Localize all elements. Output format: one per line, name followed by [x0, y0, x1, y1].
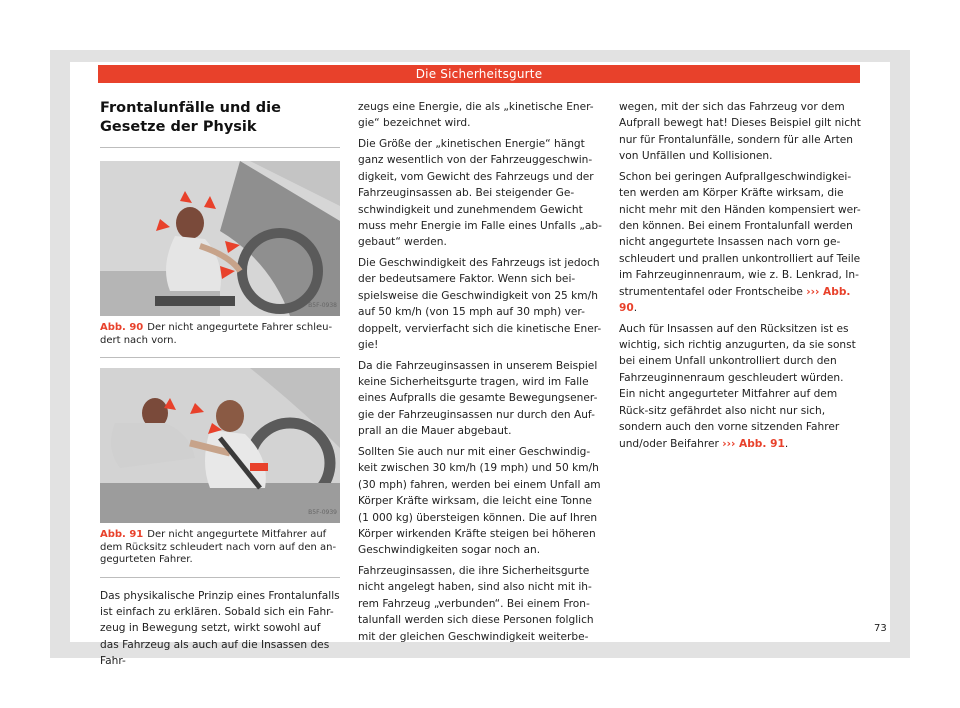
divider	[100, 357, 340, 358]
body-paragraph	[619, 169, 862, 317]
column-middle	[358, 99, 602, 649]
figure-reference-link[interactable]: ››› Abb. 91	[722, 437, 785, 450]
page-number: 73	[874, 623, 887, 634]
figure-reference-link[interactable]: ››› Abb. 90	[619, 285, 851, 315]
section-title: Frontalunfälle und die Gesetze der Physik	[100, 100, 281, 135]
figure-code: B5F-0938	[308, 301, 337, 309]
body-paragraph: Die Geschwindigkeit des Fahrzeugs ist jedoch der bedeutsamere Faktor. Wenn sich bei-spielsweise die Geschwindigkeit von 25 km/h auf 50 km/h (von 15 mph auf 30 mph) ver-doppelt, vervierfacht sich die kinetische Ener-gie!	[358, 257, 602, 352]
figure-label: Abb. 91	[100, 529, 144, 540]
body-paragraph: zeugs eine Energie, die als „kinetische Ener-gie“ bezeichnet wird.	[358, 101, 594, 130]
body-text: Auch für Insassen auf den Rücksitzen ist es wichtig, sich richtig anzugurten, da sie sonst bei einem Unfall unkontrolliert durch den Fahrzeuginnenraum geschleudert würden. Ein nicht angegurteter Mitfahrer auf dem Rück-sitz gefährdet also nicht nur sich, sondern auch den vorne sitzenden Fahrer und/oder Beifahrer	[619, 322, 856, 450]
punctuation: .	[784, 437, 789, 450]
figure-caption-text: Der nicht angegurtete Fahrer schleu-dert nach vorn.	[100, 322, 333, 346]
column-right	[619, 99, 862, 456]
body-paragraph: Da die Fahrzeuginsassen in unserem Beispiel keine Sicherheitsgurte tragen, wird im Falle eines Aufpralls die gesamte Bewegungsener-gie der Fahrzeuginsassen nur durch den Auf-prall an die Mauer abgebaut.	[358, 359, 598, 438]
figure-rear-passenger	[100, 368, 340, 523]
body-paragraph: Fahrzeuginsassen, die ihre Sicherheitsgurte nicht angelegt haben, sind also nicht mit ih-rem Fahrzeug „verbunden“. Bei einem Fron-talunfall werden sich diese Personen folglich mit der gleichen Geschwindigkeit weiterbe-	[358, 564, 594, 643]
car-interior-illustration	[100, 368, 340, 523]
punctuation: .	[633, 302, 638, 315]
body-paragraph: Die Größe der „kinetischen Energie“ hängt ganz wesentlich von der Fahrzeuggeschwin-digkeit, vom Gewicht des Fahrzeugs und der Fahrzeuginsassen ab. Bei steigender Ge-schwindigkeit und zunehmendem Gewicht muss mehr Energie im Falle eines Unfalls „ab-gebaut“ werden.	[358, 138, 602, 249]
column-left	[100, 99, 340, 670]
figure-caption	[100, 529, 340, 567]
body-paragraph: wegen, mit der sich das Fahrzeug vor dem Aufprall bewegt hat! Dieses Beispiel gilt nicht nur für Frontalunfälle, sondern für alle Arten von Unfällen und Kollisionen.	[619, 101, 861, 163]
figure-code: B5F-0939	[308, 508, 337, 516]
chapter-header: Die Sicherheitsgurte	[98, 65, 860, 83]
car-interior-illustration	[100, 161, 340, 316]
figure-caption	[100, 322, 340, 347]
figure-label: Abb. 90	[100, 322, 144, 333]
body-paragraph: Sollten Sie auch nur mit einer Geschwindig-keit zwischen 30 km/h (19 mph) und 50 km/h (30 mph) fahren, werden bei einem Unfall am Körper Kräfte wirksam, die leicht eine Tonne (1 000 kg) übersteigen können. Die auf Ihren Körper wirkenden Kräfte steigen bei höheren Geschwindigkeiten sogar noch an.	[358, 445, 601, 557]
figure-driver-crash	[100, 161, 340, 316]
divider	[100, 577, 340, 578]
body-paragraph	[619, 321, 862, 452]
body-paragraph: Das physikalische Prinzip eines Frontalunfalls ist einfach zu erklären. Sobald sich ein Fahr-zeug in Bewegung setzt, wirkt sowohl auf das Fahrzeug als auch auf die Insassen des Fahr-	[100, 589, 340, 668]
divider	[100, 147, 340, 148]
body-text: Schon bei geringen Aufprallgeschwindigkei-ten werden am Körper Kräfte wirksam, die nicht mehr mit den Händen kompensiert wer-den können. Bei einem Frontalunfall werden nicht angegurtete Insassen nach vorn ge-schleudert und prallen unkontrolliert auf Teile im Fahrzeuginnenraum, wie z. B. Lenkrad, In-strumententafel oder Frontscheibe	[619, 170, 861, 298]
figure-caption-text: Der nicht angegurtete Mitfahrer auf dem Rücksitz schleudert nach vorn auf den an-gegurteten Fahrer.	[100, 529, 337, 565]
